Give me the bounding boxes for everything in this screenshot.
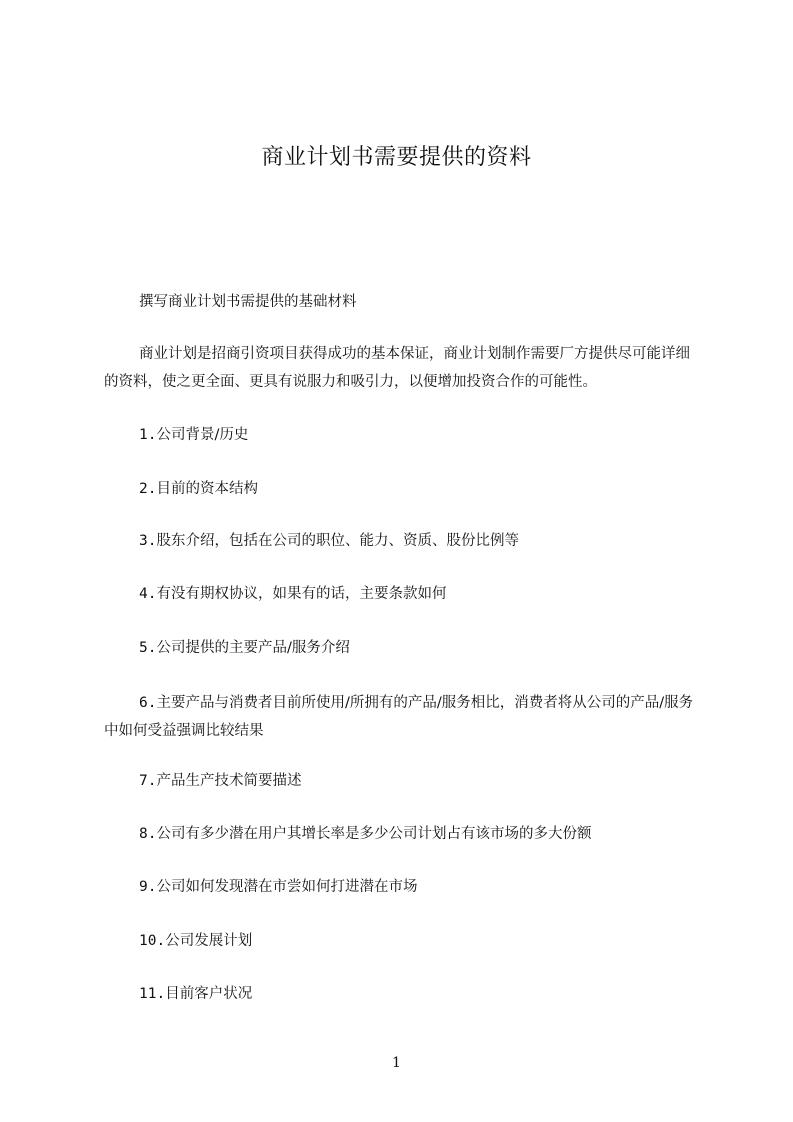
item-text: 公司有多少潜在用户其增长率是多少公司计划占有该市场的多大份额 bbox=[156, 826, 592, 842]
item-number: 7. bbox=[139, 773, 157, 789]
item-number: 3. bbox=[139, 533, 157, 549]
item-number: 8. bbox=[139, 826, 157, 842]
document-title: 商业计划书需要提供的资料 bbox=[261, 145, 532, 170]
item-text: 有没有期权协议，如果有的话，主要条款如何 bbox=[156, 586, 447, 602]
item-text: 主要产品与消费者目前所使用/所拥有的产品/服务相比，消费者将从公司的产品/服务中如何受益强调比较结果 bbox=[104, 695, 694, 739]
item-text: 公司提供的主要产品/服务介绍 bbox=[156, 640, 350, 656]
list-item bbox=[104, 475, 704, 503]
item-text: 目前客户状况 bbox=[165, 986, 253, 1002]
item-number: 10. bbox=[139, 933, 166, 949]
list-item bbox=[104, 634, 704, 662]
item-number: 6. bbox=[139, 695, 157, 711]
list-item bbox=[104, 820, 704, 848]
item-text: 公司发展计划 bbox=[165, 933, 253, 949]
item-text: 股东介绍，包括在公司的职位、能力、资质、股份比例等 bbox=[156, 533, 519, 549]
list-item bbox=[104, 421, 704, 449]
list-item bbox=[104, 927, 704, 955]
item-text: 产品生产技术简要描述 bbox=[156, 773, 302, 789]
item-text: 公司如何发现潜在市尝如何打进潜在市场 bbox=[156, 879, 418, 895]
list-item bbox=[104, 873, 704, 901]
subheading: 撰写商业计划书需提供的基础材料 bbox=[139, 294, 357, 310]
item-number: 11. bbox=[139, 986, 166, 1002]
list-item bbox=[104, 767, 704, 795]
list-item bbox=[104, 980, 704, 1008]
page-number: 1 bbox=[392, 1055, 401, 1071]
item-text: 目前的资本结构 bbox=[156, 481, 258, 497]
list-item bbox=[104, 527, 704, 555]
item-number: 2. bbox=[139, 481, 157, 497]
item-number: 1. bbox=[139, 427, 157, 443]
intro-paragraph: 商业计划是招商引资项目获得成功的基本保证，商业计划制作需要厂方提供尽可能详细的资料，使之更全面、更具有说服力和吸引力，以便增加投资合作的可能性。 bbox=[104, 346, 690, 390]
item-number: 5. bbox=[139, 640, 157, 656]
item-text: 公司背景/历史 bbox=[156, 427, 249, 443]
list-item bbox=[104, 580, 704, 608]
item-number: 9. bbox=[139, 879, 157, 895]
list-item bbox=[104, 689, 704, 745]
item-number: 4. bbox=[139, 586, 157, 602]
